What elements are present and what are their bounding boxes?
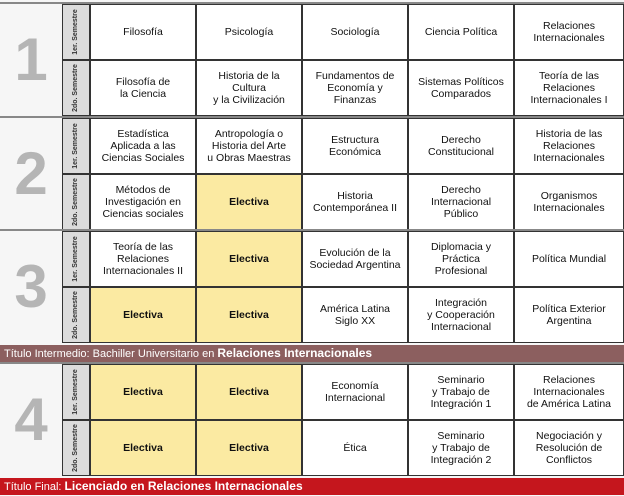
course-cell: Evolución de la Sociedad Argentina bbox=[302, 231, 408, 287]
semester-label bbox=[62, 118, 90, 174]
semester-label-text: 2do. Semestre bbox=[72, 424, 80, 472]
semester-label-text: 2do. Semestre bbox=[72, 178, 80, 226]
elective-course-cell: Electiva bbox=[196, 364, 302, 420]
course-cell: Psicología bbox=[196, 4, 302, 60]
course-cell: Métodos de Investigación en Ciencias sociales bbox=[90, 174, 196, 230]
final-title-prefix: Título Final: bbox=[4, 481, 65, 493]
elective-course-cell: Electiva bbox=[90, 287, 196, 343]
final-title-banner bbox=[0, 478, 624, 495]
course-cell: Organismos Internacionales bbox=[514, 174, 624, 230]
course-cell: Teoría de las Relaciones Internacionales I bbox=[514, 60, 624, 116]
intermediate-title-degree: Relaciones Internacionales bbox=[217, 346, 373, 360]
elective-course-cell: Electiva bbox=[90, 420, 196, 476]
course-cell: Integración y Cooperación Internacional bbox=[408, 287, 514, 343]
semester-label bbox=[62, 231, 90, 287]
semester-label bbox=[62, 4, 90, 60]
course-cell: Relaciones Internacionales bbox=[514, 4, 624, 60]
year-number: 3 bbox=[14, 253, 48, 320]
semester-label bbox=[62, 174, 90, 230]
semester-label-text: 1er. Semestre bbox=[72, 9, 80, 55]
course-cell: Seminario y Trabajo de Integración 2 bbox=[408, 420, 514, 476]
course-cell: Ciencia Política bbox=[408, 4, 514, 60]
semester-label-text: 1er. Semestre bbox=[72, 369, 80, 415]
intermediate-title-banner bbox=[0, 345, 624, 362]
course-cell: Negociación y Resolución de Conflictos bbox=[514, 420, 624, 476]
course-cell: Fundamentos de Economía y Finanzas bbox=[302, 60, 408, 116]
semester-label bbox=[62, 420, 90, 476]
year-number: 1 bbox=[14, 26, 48, 93]
course-cell: Sociología bbox=[302, 4, 408, 60]
semester-label-text: 2do. Semestre bbox=[72, 291, 80, 339]
elective-course-cell: Electiva bbox=[90, 364, 196, 420]
course-cell: Política Exterior Argentina bbox=[514, 287, 624, 343]
course-cell: Historia Contemporánea II bbox=[302, 174, 408, 230]
elective-course-cell: Electiva bbox=[196, 287, 302, 343]
elective-course-cell: Electiva bbox=[196, 174, 302, 230]
course-cell: Economía Internacional bbox=[302, 364, 408, 420]
semester-label bbox=[62, 287, 90, 343]
semester-label-text: 2do. Semestre bbox=[72, 64, 80, 112]
course-cell: Antropología o Historia del Arte u Obras Maestras bbox=[196, 118, 302, 174]
elective-course-cell: Electiva bbox=[196, 231, 302, 287]
semester-label-text: 1er. Semestre bbox=[72, 123, 80, 169]
course-cell: Teoría de las Relaciones Internacionales II bbox=[90, 231, 196, 287]
course-cell: Política Mundial bbox=[514, 231, 624, 287]
course-cell: Filosofía bbox=[90, 4, 196, 60]
final-title-degree: Licenciado en Relaciones Internacionales bbox=[64, 479, 303, 493]
course-cell: Derecho Constitucional bbox=[408, 118, 514, 174]
intermediate-title-prefix: Título Intermedio: Bachiller Universitario en bbox=[4, 348, 218, 360]
course-cell: Derecho Internacional Público bbox=[408, 174, 514, 230]
course-cell: Diplomacia y Práctica Profesional bbox=[408, 231, 514, 287]
course-cell: Estructura Económica bbox=[302, 118, 408, 174]
course-cell: Filosofía de la Ciencia bbox=[90, 60, 196, 116]
elective-course-cell: Electiva bbox=[196, 420, 302, 476]
course-cell: Historia de la Cultura y la Civilización bbox=[196, 60, 302, 116]
course-cell: América Latina Siglo XX bbox=[302, 287, 408, 343]
course-cell: Relaciones Internacionales de América Latina bbox=[514, 364, 624, 420]
semester-label-text: 1er. Semestre bbox=[72, 236, 80, 282]
semester-label bbox=[62, 364, 90, 420]
course-cell: Historia de las Relaciones Internacionales bbox=[514, 118, 624, 174]
course-cell: Estadística Aplicada a las Ciencias Sociales bbox=[90, 118, 196, 174]
course-cell: Ética bbox=[302, 420, 408, 476]
year-number: 2 bbox=[14, 140, 48, 207]
year-number: 4 bbox=[14, 386, 48, 453]
semester-label bbox=[62, 60, 90, 116]
course-cell: Seminario y Trabajo de Integración 1 bbox=[408, 364, 514, 420]
course-cell: Sistemas Políticos Comparados bbox=[408, 60, 514, 116]
